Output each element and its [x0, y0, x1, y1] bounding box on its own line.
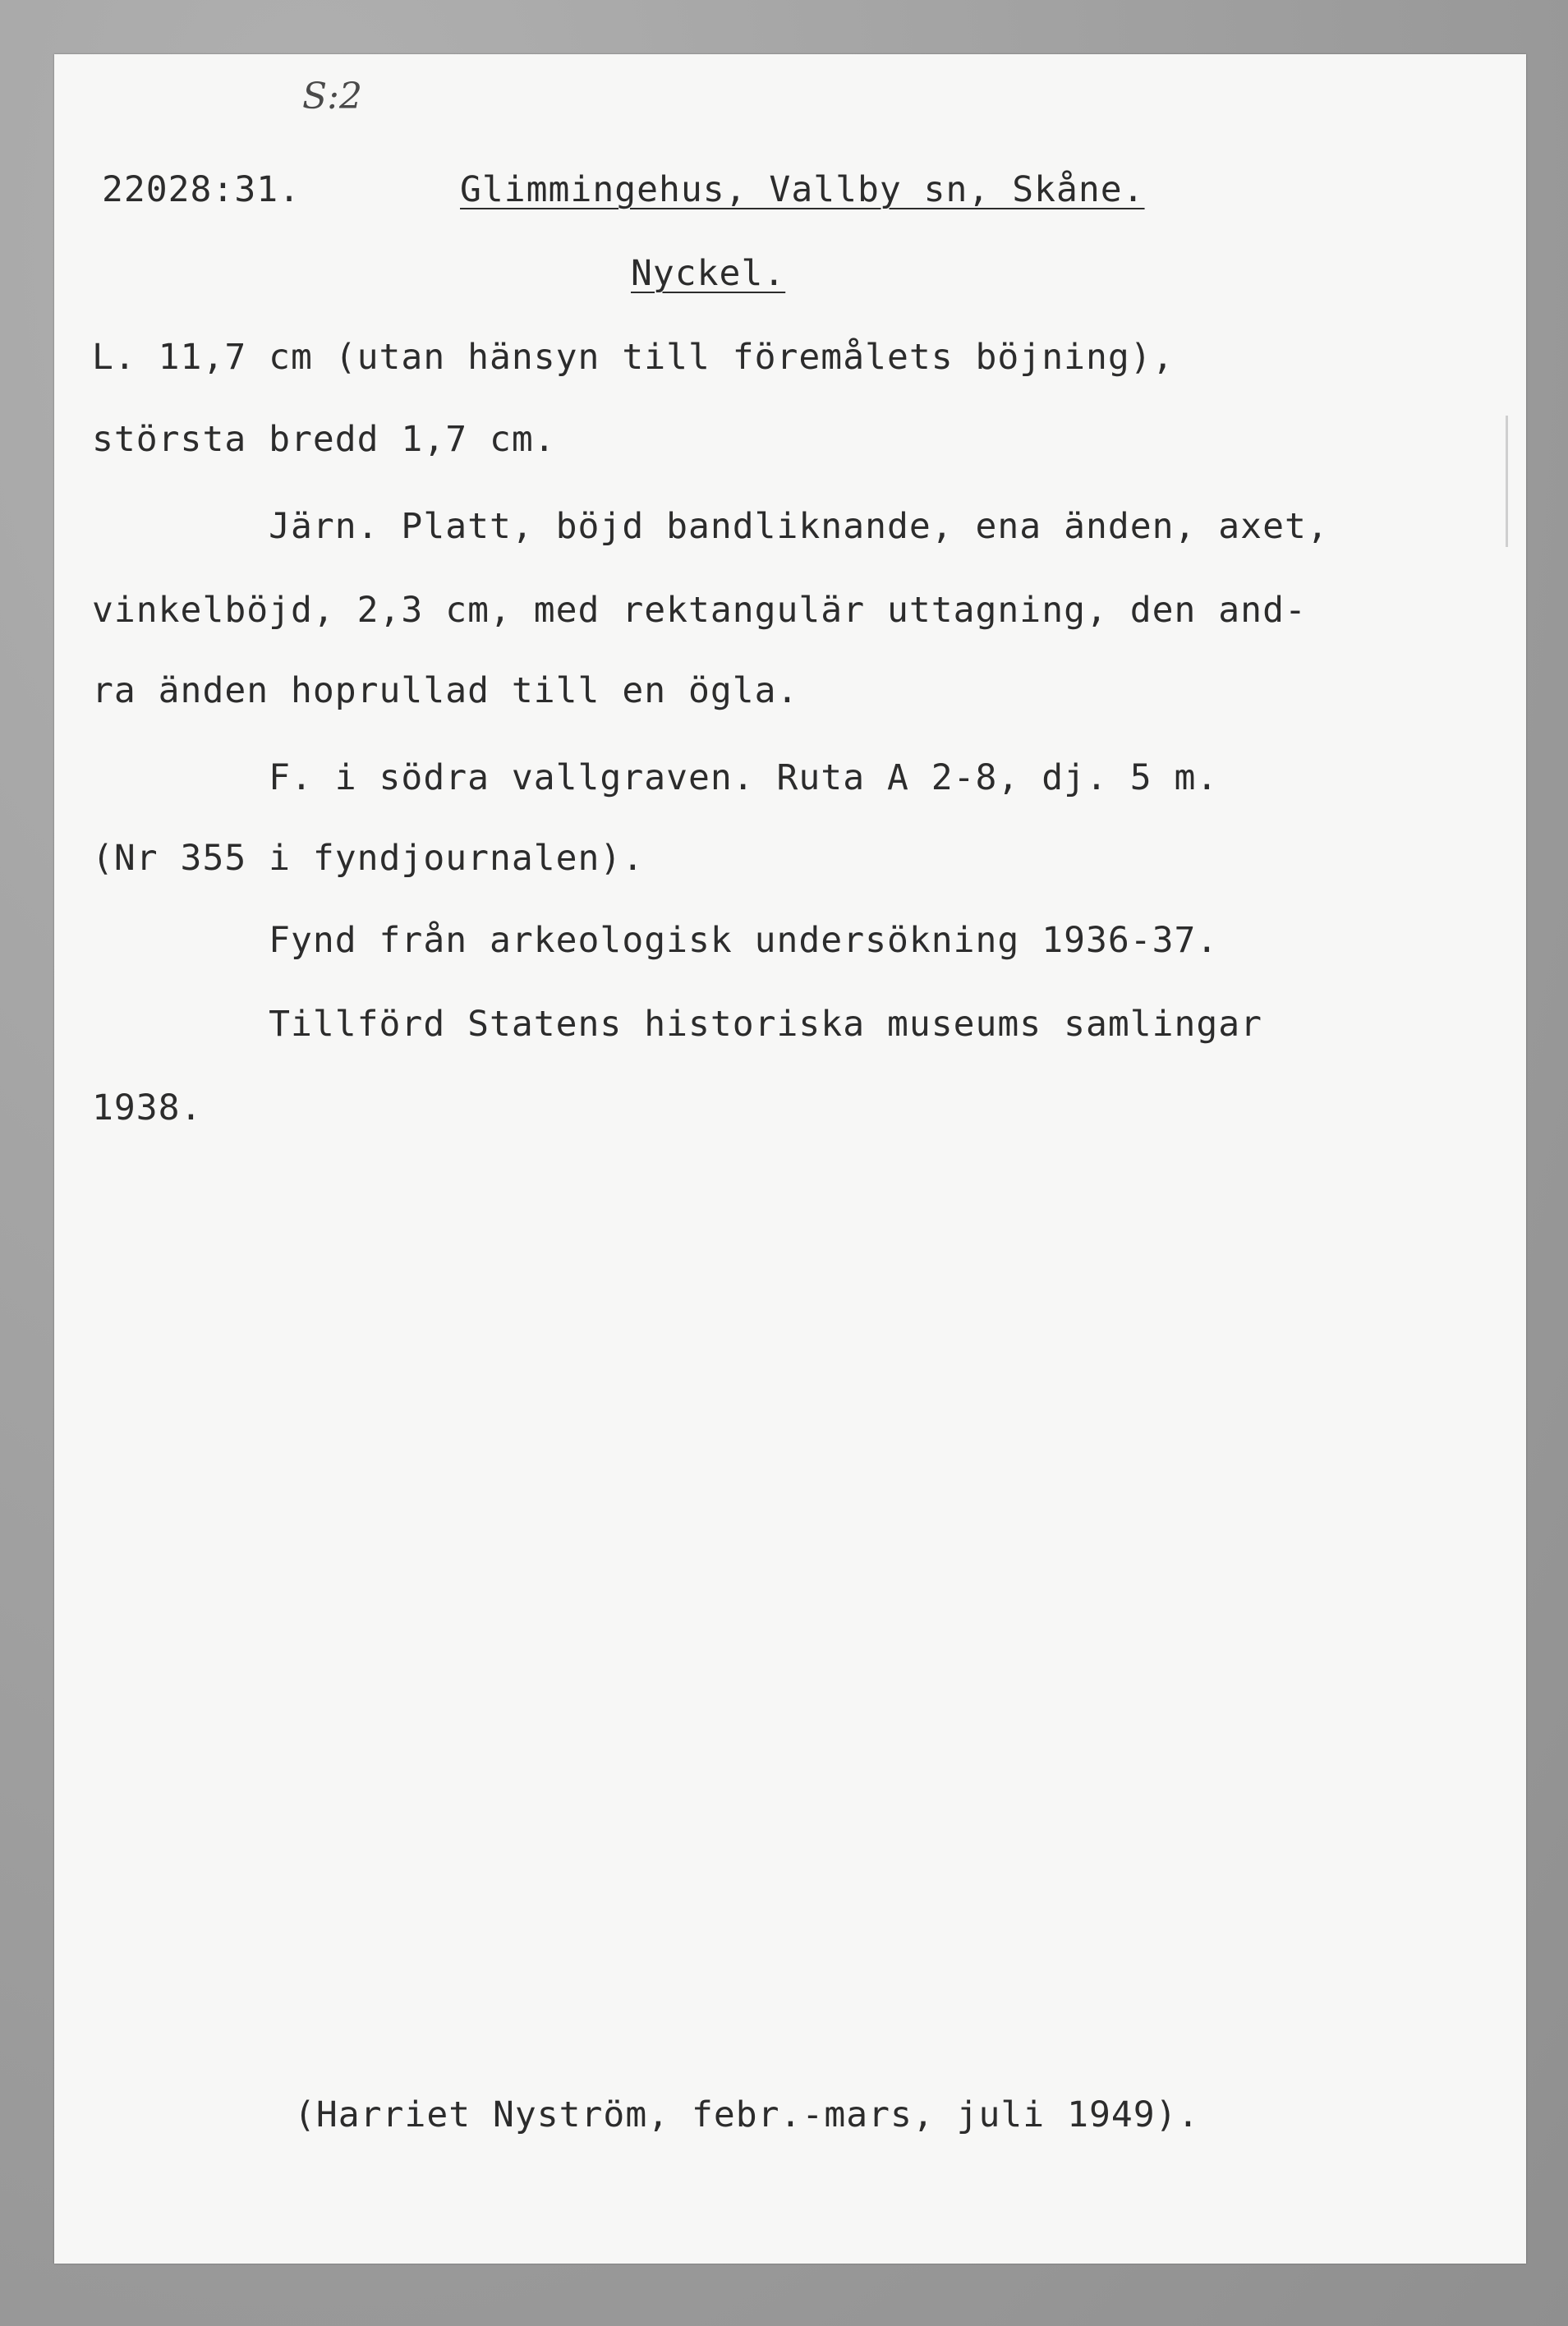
description-line: största bredd 1,7 cm. — [92, 419, 556, 460]
description-line: L. 11,7 cm (utan hänsyn till föremålets böjning), — [92, 337, 1175, 378]
catalog-number: 22028:31. — [102, 169, 301, 210]
description-line: Järn. Platt, böjd bandliknande, ena änden, axet, — [92, 506, 1329, 547]
author-signature: (Harriet Nyström, febr.-mars, juli 1949). — [294, 2094, 1200, 2135]
handwritten-mark: S:2 — [302, 76, 362, 117]
find-location-line: F. i södra vallgraven. Ruta A 2-8, dj. 5 m. — [92, 757, 1219, 798]
location-heading: Glimmingehus, Vallby sn, Skåne. — [460, 169, 1145, 210]
object-name: Nyckel. — [631, 253, 786, 294]
museum-line: Tillförd Statens historiska museums samlingar — [92, 1004, 1263, 1045]
description-line: ra änden hoprullad till en ögla. — [92, 670, 799, 711]
museum-year-line: 1938. — [92, 1087, 203, 1129]
excavation-line: Fynd från arkeologisk undersökning 1936-37. — [92, 920, 1219, 961]
find-journal-line: (Nr 355 i fyndjournalen). — [92, 838, 645, 879]
description-line: vinkelböjd, 2,3 cm, med rektangulär uttagning, den and- — [92, 590, 1307, 631]
catalog-card — [54, 54, 1526, 2264]
